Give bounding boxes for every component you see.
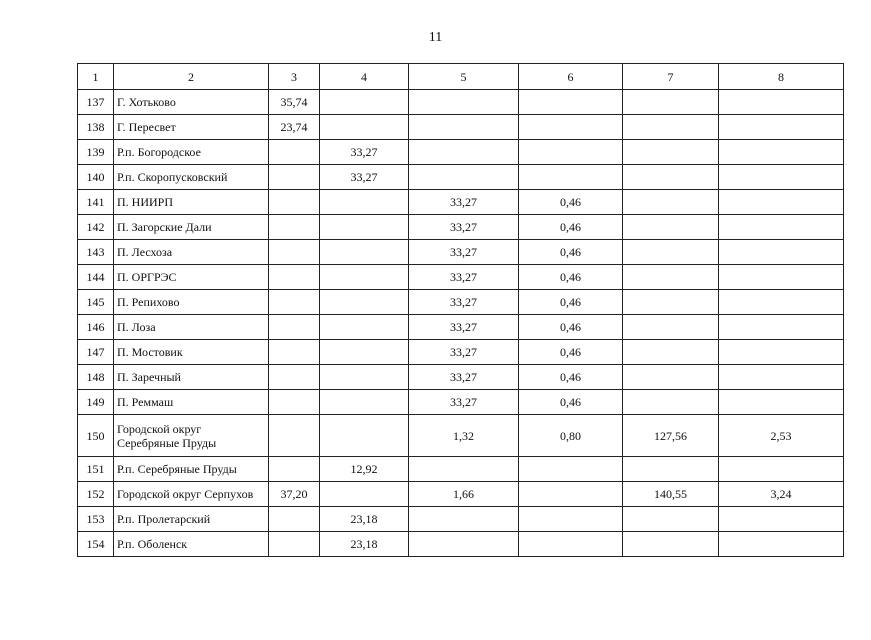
table-row <box>78 507 844 532</box>
name-cell: П. ОРГРЭС <box>114 265 269 290</box>
value-cell: 0,46 <box>519 340 623 365</box>
column-header: 8 <box>719 64 844 90</box>
table-row <box>78 457 844 482</box>
name-cell: П. Мостовик <box>114 340 269 365</box>
name-cell: Городской округ Серпухов <box>114 482 269 507</box>
value-cell <box>320 340 409 365</box>
value-cell <box>320 90 409 115</box>
value-cell: 33,27 <box>409 315 519 340</box>
value-cell: 0,46 <box>519 390 623 415</box>
value-cell <box>320 240 409 265</box>
value-cell <box>623 215 719 240</box>
value-cell: 33,27 <box>409 340 519 365</box>
value-cell <box>269 390 320 415</box>
row-number-cell: 147 <box>78 340 114 365</box>
value-cell <box>719 290 844 315</box>
value-cell: 23,18 <box>320 507 409 532</box>
value-cell: 33,27 <box>409 365 519 390</box>
value-cell <box>719 340 844 365</box>
name-cell: Р.п. Скоропусковский <box>114 165 269 190</box>
value-cell <box>320 390 409 415</box>
value-cell <box>269 190 320 215</box>
value-cell <box>519 532 623 557</box>
column-header: 4 <box>320 64 409 90</box>
value-cell <box>623 340 719 365</box>
value-cell <box>519 165 623 190</box>
value-cell: 0,46 <box>519 240 623 265</box>
name-cell: Г. Хотьково <box>114 90 269 115</box>
column-header: 1 <box>78 64 114 90</box>
value-cell <box>719 315 844 340</box>
value-cell <box>719 457 844 482</box>
row-number-cell: 152 <box>78 482 114 507</box>
value-cell <box>269 365 320 390</box>
row-number-cell: 141 <box>78 190 114 215</box>
column-header: 7 <box>623 64 719 90</box>
value-cell <box>320 365 409 390</box>
value-cell <box>320 215 409 240</box>
value-cell <box>269 415 320 457</box>
value-cell <box>320 415 409 457</box>
value-cell <box>623 507 719 532</box>
value-cell <box>519 457 623 482</box>
row-number-cell: 154 <box>78 532 114 557</box>
value-cell <box>269 140 320 165</box>
value-cell <box>269 240 320 265</box>
value-cell <box>719 390 844 415</box>
value-cell <box>719 365 844 390</box>
value-cell <box>623 265 719 290</box>
column-header: 6 <box>519 64 623 90</box>
row-number-cell: 139 <box>78 140 114 165</box>
row-number-cell: 149 <box>78 390 114 415</box>
value-cell: 33,27 <box>409 190 519 215</box>
value-cell: 1,32 <box>409 415 519 457</box>
value-cell <box>719 140 844 165</box>
value-cell <box>519 140 623 165</box>
value-cell <box>623 115 719 140</box>
table-row <box>78 165 844 190</box>
value-cell: 0,46 <box>519 290 623 315</box>
data-table <box>77 63 844 557</box>
value-cell: 3,24 <box>719 482 844 507</box>
value-cell <box>719 215 844 240</box>
value-cell <box>719 265 844 290</box>
value-cell: 0,46 <box>519 215 623 240</box>
value-cell <box>623 315 719 340</box>
table-row <box>78 365 844 390</box>
column-header: 2 <box>114 64 269 90</box>
value-cell <box>320 315 409 340</box>
name-cell: П. Лесхоза <box>114 240 269 265</box>
column-header: 5 <box>409 64 519 90</box>
value-cell <box>269 265 320 290</box>
row-number-cell: 148 <box>78 365 114 390</box>
value-cell: 0,80 <box>519 415 623 457</box>
value-cell <box>623 532 719 557</box>
table-row <box>78 265 844 290</box>
value-cell <box>719 165 844 190</box>
value-cell <box>623 140 719 165</box>
value-cell <box>623 165 719 190</box>
table-row <box>78 90 844 115</box>
table-row <box>78 215 844 240</box>
name-cell: П. НИИРП <box>114 190 269 215</box>
row-number-cell: 138 <box>78 115 114 140</box>
value-cell: 0,46 <box>519 365 623 390</box>
value-cell: 33,27 <box>409 240 519 265</box>
value-cell: 0,46 <box>519 265 623 290</box>
row-number-cell: 137 <box>78 90 114 115</box>
table-row <box>78 315 844 340</box>
value-cell: 33,27 <box>409 290 519 315</box>
row-number-cell: 140 <box>78 165 114 190</box>
table-row <box>78 140 844 165</box>
value-cell <box>623 390 719 415</box>
name-cell: Р.п. Пролетарский <box>114 507 269 532</box>
value-cell <box>519 482 623 507</box>
value-cell <box>409 457 519 482</box>
value-cell <box>269 215 320 240</box>
row-number-cell: 142 <box>78 215 114 240</box>
value-cell: 33,27 <box>320 140 409 165</box>
table-row <box>78 290 844 315</box>
value-cell: 33,27 <box>409 265 519 290</box>
value-cell: 0,46 <box>519 315 623 340</box>
value-cell <box>269 532 320 557</box>
row-number-cell: 144 <box>78 265 114 290</box>
value-cell <box>719 240 844 265</box>
row-number-cell: 150 <box>78 415 114 457</box>
value-cell: 1,66 <box>409 482 519 507</box>
table-row <box>78 115 844 140</box>
value-cell <box>320 115 409 140</box>
name-cell: П. Заречный <box>114 365 269 390</box>
value-cell <box>269 457 320 482</box>
value-cell <box>719 532 844 557</box>
value-cell <box>623 190 719 215</box>
row-number-cell: 153 <box>78 507 114 532</box>
value-cell <box>623 290 719 315</box>
value-cell: 127,56 <box>623 415 719 457</box>
table-row <box>78 482 844 507</box>
value-cell: 0,46 <box>519 190 623 215</box>
table-row <box>78 415 844 457</box>
value-cell <box>269 340 320 365</box>
row-number-cell: 143 <box>78 240 114 265</box>
value-cell <box>719 190 844 215</box>
value-cell <box>519 115 623 140</box>
value-cell <box>623 457 719 482</box>
table-row <box>78 340 844 365</box>
value-cell: 2,53 <box>719 415 844 457</box>
value-cell <box>409 165 519 190</box>
row-number-cell: 146 <box>78 315 114 340</box>
value-cell <box>269 165 320 190</box>
table-row <box>78 532 844 557</box>
table-row <box>78 240 844 265</box>
value-cell <box>623 365 719 390</box>
value-cell <box>409 507 519 532</box>
value-cell <box>409 140 519 165</box>
value-cell: 33,27 <box>320 165 409 190</box>
value-cell <box>409 532 519 557</box>
value-cell <box>320 482 409 507</box>
name-cell: П. Репихово <box>114 290 269 315</box>
value-cell <box>519 90 623 115</box>
value-cell <box>320 190 409 215</box>
value-cell <box>409 90 519 115</box>
value-cell <box>269 507 320 532</box>
value-cell: 12,92 <box>320 457 409 482</box>
value-cell: 35,74 <box>269 90 320 115</box>
name-cell: Р.п. Богородское <box>114 140 269 165</box>
row-number-cell: 145 <box>78 290 114 315</box>
value-cell <box>320 290 409 315</box>
value-cell <box>719 507 844 532</box>
value-cell: 33,27 <box>409 390 519 415</box>
value-cell <box>519 507 623 532</box>
value-cell <box>719 90 844 115</box>
value-cell: 23,18 <box>320 532 409 557</box>
value-cell <box>719 115 844 140</box>
table-row <box>78 190 844 215</box>
header-row <box>78 64 844 90</box>
value-cell: 37,20 <box>269 482 320 507</box>
value-cell <box>269 290 320 315</box>
table-body <box>78 64 844 557</box>
name-cell: Р.п. Оболенск <box>114 532 269 557</box>
name-cell: Городской округ Серебряные Пруды <box>114 415 269 457</box>
table-row <box>78 390 844 415</box>
name-cell: Г. Пересвет <box>114 115 269 140</box>
column-header: 3 <box>269 64 320 90</box>
row-number-cell: 151 <box>78 457 114 482</box>
value-cell <box>623 90 719 115</box>
value-cell <box>320 265 409 290</box>
value-cell: 33,27 <box>409 215 519 240</box>
value-cell: 23,74 <box>269 115 320 140</box>
page-number: 11 <box>428 30 443 45</box>
name-cell: Р.п. Серебряные Пруды <box>114 457 269 482</box>
value-cell <box>269 315 320 340</box>
name-cell: П. Лоза <box>114 315 269 340</box>
name-cell: П. Реммаш <box>114 390 269 415</box>
value-cell: 140,55 <box>623 482 719 507</box>
value-cell <box>409 115 519 140</box>
name-cell: П. Загорские Дали <box>114 215 269 240</box>
value-cell <box>623 240 719 265</box>
